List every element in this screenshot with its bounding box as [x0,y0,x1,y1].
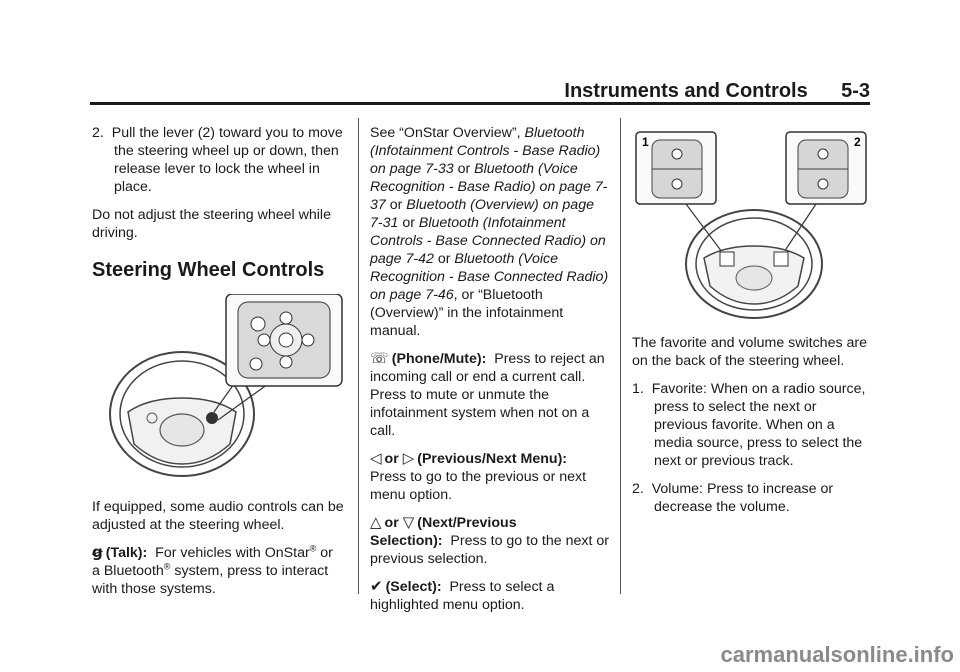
next-prev-selection-description [370,514,610,568]
prev-next-menu-description [370,450,610,504]
favorite-text: Favorite: When on a radio source, press to select the next or previous favorite. When on a media source, press to select the next or previous track. [651,381,866,469]
volume-text: Volume: Press to increase or decrease the volume. [651,481,834,515]
see-intro: See “OnStar Overview”, [370,125,525,141]
phone-label: (Phone/Mute): [391,351,487,367]
steering-wheel-back-illustration [634,126,870,322]
steering-wheel-illustration [108,294,344,482]
section-title: Instruments and Controls [564,80,808,102]
see-end: , or “Bluetooth (Overview)” in the infotainment manual. [370,287,564,339]
step-2-number: 2. [92,125,104,141]
volume-item [632,480,872,516]
column-divider-2 [620,118,621,594]
column-divider-1 [358,118,359,594]
volume-number: 2. [632,481,644,497]
xref-link-1[interactable]: Bluetooth (Infotainment Controls - Base Radio) on page 7-33 [370,125,601,177]
adjust-warning: Do not adjust the steering wheel while driving. [92,207,331,241]
talk-text-2: or a Bluetooth [92,545,333,579]
intro-text: If equipped, some audio controls can be adjusted at the steering wheel. [92,499,344,533]
voice-talk-icon: ꞡ [92,544,103,561]
step-2-text: Pull the lever (2) toward you to move the steering wheel up or down, then release lever to lock the wheel in place. [111,125,343,195]
phone-mute-description [370,350,610,440]
favorite-item [632,380,872,470]
callout-2: 2 [854,135,861,149]
step-2 [92,124,344,196]
next-prev-label: (Next/Previous Selection): [370,515,517,549]
column-3 [632,124,872,526]
page-number: 5-3 [841,80,870,102]
prev-next-label: (Previous/Next Menu): [417,451,568,467]
callout-1: 1 [642,135,649,149]
or-4: or [433,251,455,267]
prev-next-text: Press to go to the previous or next menu option. [370,469,587,503]
phone-mute-icon: ☏ [370,350,389,367]
watermark: carmanualsonline.info [720,642,954,667]
or-1: or [453,161,475,177]
checkmark-icon: ✔ [370,578,383,595]
talk-description [92,544,344,598]
select-text: Press to select a highlighted menu option. [370,579,555,613]
xref-link-3[interactable]: Bluetooth (Overview) on page 7-31 [370,197,594,231]
header-title [564,80,870,103]
column-2 [370,124,610,624]
favorite-number: 1. [632,381,644,397]
or-3: or [398,215,419,231]
talk-label: (Talk): [105,545,148,561]
up-triangle-icon: △ [370,514,382,531]
column-1 [92,124,344,608]
xref-link-5[interactable]: Bluetooth (Voice Recognition - Base Connected Radio) on page 7-46 [370,251,609,303]
or-2: or [385,197,407,213]
right-triangle-icon: ▷ [402,450,415,467]
select-label: (Select): [385,579,442,595]
xref-link-2[interactable]: Bluetooth (Voice Recognition - Base Radio) on page 7-37 [370,161,608,213]
section-heading: Steering Wheel Controls [92,259,325,281]
see-references [370,124,610,340]
switches-caption: The favorite and volume switches are on the back of the steering wheel. [632,335,867,369]
header-rule [90,102,870,105]
next-prev-text: Press to go to the next or previous selection. [370,533,609,567]
or-word-1: or [384,451,399,467]
registered-mark-1: ® [309,543,317,554]
talk-text-3: system, press to interact with those systems. [92,563,329,597]
down-triangle-icon: ▽ [402,514,415,531]
phone-text: Press to reject an incoming call or end a current call. Press to mute or unmute the infotainment system when not on a call. [370,351,605,439]
talk-text-1: For vehicles with OnStar [155,545,310,561]
or-word-2: or [384,515,399,531]
registered-mark-2: ® [163,561,171,572]
select-description [370,578,610,614]
left-triangle-icon: ◁ [370,450,382,467]
xref-link-4[interactable]: Bluetooth (Infotainment Controls - Base Connected Radio) on page 7-42 [370,215,606,267]
